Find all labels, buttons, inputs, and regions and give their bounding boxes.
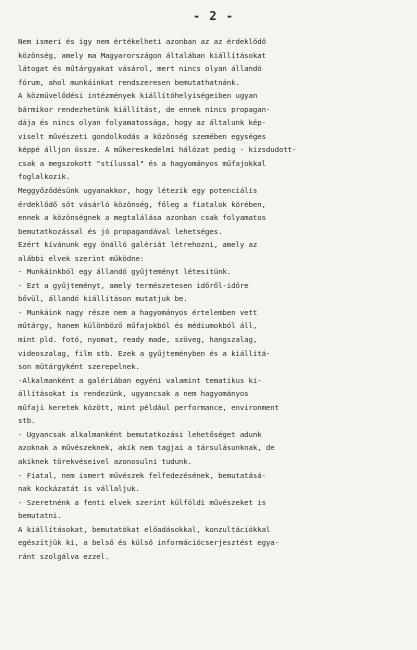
text-line: nak kockázatát is vállaljuk. — [18, 484, 140, 494]
text-line: érdeklődő sőt vásárló közönség, főleg a fiatalok körében, — [18, 199, 266, 209]
text-line: - Fiatal, nem ismert művészek felfedezésének, bemutatásá- — [18, 470, 266, 480]
text-line: bármikor rendezhetünk kiállítást, de ennek nincs propagan- — [18, 104, 271, 114]
text-line: állításokat is rendezünk, ugyancsak a nem hagyományos — [18, 389, 249, 399]
text-line: képpé álljon össze. A műkereskedelmi hálózat pedig - kizsdudott- — [18, 145, 297, 155]
text-line: bemutatni. — [18, 511, 62, 521]
text-line: son műtárgyként szerepelnek. — [18, 362, 140, 372]
text-line: - Munkáinkból egy állandó gyűjteményt létesítünk. — [18, 267, 232, 277]
text-line: azoknak a művészeknek, akik nem tagjai a társulásunknak, de — [18, 443, 275, 453]
text-line: műtárgy, hanem különböző műfajokból és médiumokból áll, — [18, 321, 258, 331]
text-line: Ezért kívánunk egy önálló galériát létrehozni, amely az — [18, 240, 258, 250]
text-line: egészítjük ki, a belső és külső információcserjesztést egya- — [18, 538, 279, 548]
text-line: stb. — [18, 416, 36, 426]
text-line: ránt szolgálva ezzel. — [18, 551, 110, 561]
text-line: bővül, állandó kiállításon mutatjuk be. — [18, 294, 188, 304]
text-line: műfaji keretek között, mint például performance, environment — [18, 402, 279, 412]
text-line: látogat és műtárgyakat vásárol, mert nincs olyan állandó — [18, 64, 262, 74]
text-line: mint pld. fotó, nyomat, ready made, szöveg, hangszalag, — [18, 335, 258, 345]
text-line: Meggyőződésünk ugyanakkor, hogy létezik egy potenciális — [18, 186, 258, 196]
text-line: közönség, amely ma Magyarországon általában kiállításokat — [18, 50, 266, 60]
text-line: A kiállításokat, bemutatókat előadásokkal, konzultációkkal — [18, 524, 271, 534]
text-line: csak a megszokott "stílussal" és a hagyományos műfajokkal — [18, 158, 266, 168]
typed-text-body — [18, 35, 395, 563]
text-line: foglalkozik. — [18, 172, 71, 182]
text-line: dája és nincs olyan folyamatossága, hogy az általunk kép- — [18, 118, 266, 128]
page-number: - 2 - — [192, 9, 235, 23]
text-line: bemutatkozással és jó propagandával lehetséges. — [18, 226, 223, 236]
text-line: - Ugyancsak alkalmanként bemutatkozási lehetőséget adunk — [18, 429, 262, 439]
text-line: ennek a közönségnek a megtalálása azonban csak folyamatos — [18, 213, 266, 223]
text-line: fórum, ahol munkáinkat rendszeresen bemutathatnánk. — [18, 77, 240, 87]
text-line: - Ezt a gyűjteményt, amely természetesen időről-időre — [18, 280, 249, 290]
text-line: - Szeretnénk a fenti elvek szerint külföldi művészeket is — [18, 497, 266, 507]
text-line: -Alkalmanként a galériában egyéni valamint tematikus ki- — [18, 375, 262, 385]
text-line: alábbi elvek szerint működne: — [18, 253, 145, 263]
text-line: Nem ismeri és így nem értékelheti azonban az az érdeklődő — [18, 37, 266, 46]
text-line: A közművelődési intézmények kiállítóhelyiségeiben ugyan — [18, 91, 258, 101]
text-line: akiknek törekvéseivel azonosulni tudunk. — [18, 456, 192, 466]
text-line: - Munkáink nagy része nem a hagyományos értelemben vett — [18, 307, 258, 317]
text-line: viselt művészeti gondolkodás a közönség szemében egységes — [18, 131, 266, 141]
text-line: videoszalag, film stb. Ezek a gyűjteményben és a kiállítá- — [18, 348, 271, 358]
